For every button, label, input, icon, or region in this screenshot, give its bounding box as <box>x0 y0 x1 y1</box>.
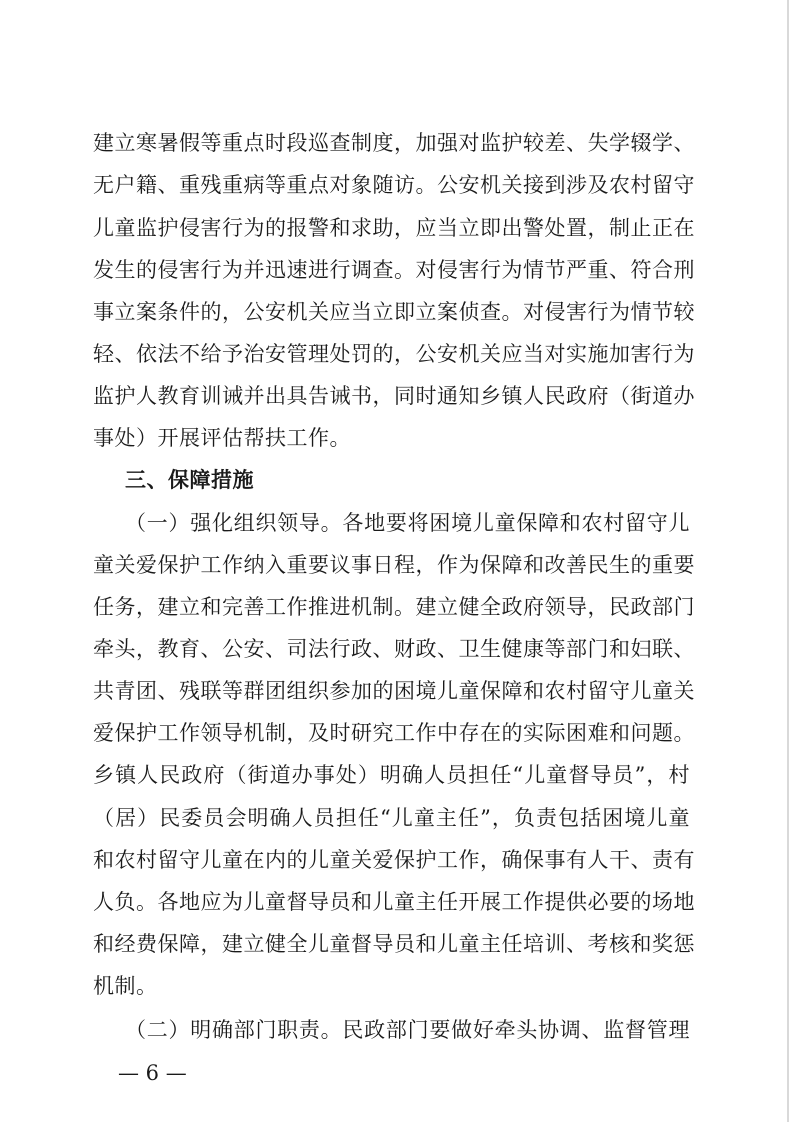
text-line: 事立案条件的，公安机关应当立即立案侦查。对侵害行为情节较 <box>93 300 695 324</box>
page-number: — 6 — <box>118 1061 187 1085</box>
text-line: 发生的侵害行为并迅速进行调查。对侵害行为情节严重、符合刑 <box>93 258 695 282</box>
text-line: 牵头，教育、公安、司法行政、财政、卫生健康等部门和妇联、 <box>93 637 695 661</box>
text-line: 乡镇人民政府（街道办事处）明确人员担任“儿童督导员”，村 <box>93 763 690 787</box>
text-line: 事处）开展评估帮扶工作。 <box>93 426 351 450</box>
text-line: 监护人教育训诫并出具告诫书，同时通知乡镇人民政府（街道办 <box>93 384 695 408</box>
text-line: 和农村留守儿童在内的儿童关爱保护工作，确保事有人干、责有 <box>93 848 695 872</box>
text-line: 轻、依法不给予治安管理处罚的，公安机关应当对实施加害行为 <box>93 342 695 366</box>
paragraph-first-line: （二）明确部门职责。民政部门要做好牵头协调、监督管理 <box>125 1018 690 1042</box>
text-line: 爱保护工作领导机制，及时研究工作中存在的实际困难和问题。 <box>93 721 695 745</box>
text-line: （居）民委员会明确人员担任“儿童主任”，负责包括困境儿童 <box>93 806 690 830</box>
text-line: 任务，建立和完善工作推进机制。建立健全政府领导，民政部门 <box>93 595 695 619</box>
text-line: 无户籍、重残重病等重点对象随访。公安机关接到涉及农村留守 <box>93 173 695 197</box>
text-line: 人负。各地应为儿童督导员和儿童主任开展工作提供必要的场地 <box>93 890 695 914</box>
scan-edge-divider <box>787 0 789 1122</box>
text-line: 童关爱保护工作纳入重要议事日程，作为保障和改善民生的重要 <box>93 553 695 577</box>
section-heading: 三、保障措施 <box>125 468 254 492</box>
paragraph-first-line: （一）强化组织领导。各地要将困境儿童保障和农村留守儿 <box>125 511 690 535</box>
text-line: 和经费保障，建立健全儿童督导员和儿童主任培训、考核和奖惩 <box>93 932 695 956</box>
text-line: 共青团、残联等群团组织参加的困境儿童保障和农村留守儿童关 <box>93 679 695 703</box>
text-line: 建立寒暑假等重点时段巡查制度，加强对监护较差、失学辍学、 <box>93 131 695 155</box>
text-line: 机制。 <box>93 974 158 998</box>
text-line: 儿童监护侵害行为的报警和求助，应当立即出警处置，制止正在 <box>93 216 695 240</box>
